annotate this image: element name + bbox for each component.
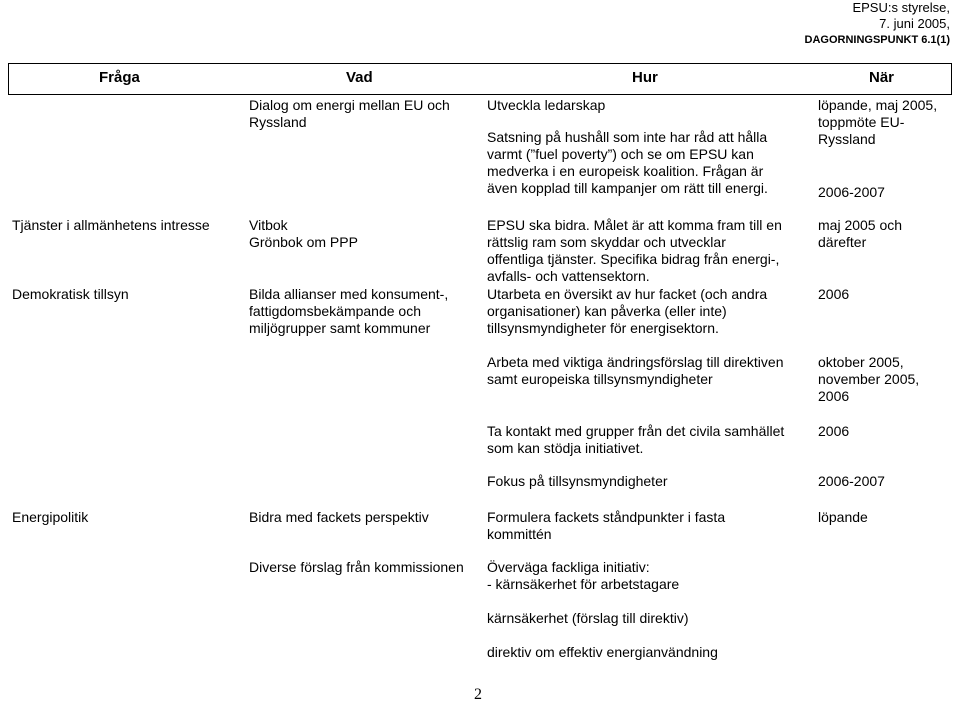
column-header-nar: När	[869, 69, 895, 86]
cell-hur-fokus: Fokus på tillsynsmyndigheter	[487, 473, 668, 489]
cell-vad-vitbok: Vitbok	[249, 217, 288, 233]
cell-fraga-energipolitik: Energipolitik	[12, 509, 89, 525]
table-header-bottom-rule	[8, 94, 952, 95]
column-header-vad: Vad	[346, 69, 373, 86]
header-line-3: DAGORNINGSPUNKT 6.1(1)	[804, 34, 950, 46]
page-number: 2	[474, 686, 482, 703]
cell-nar-2006-a: 2006	[818, 286, 850, 302]
cell-hur-formulera: Formulera fackets ståndpunkter i fasta kommittén	[487, 509, 726, 542]
cell-nar-lopande-maj: löpande, maj 2005, toppmöte EU-Ryssland	[818, 97, 938, 147]
cell-hur-satsning: Satsning på hushåll som inte har råd att hålla varmt (”fuel poverty”) och se om EPSU kan medverka i en europeisk koalition. Frågan är även kopplad till kampanjer om rätt till energi.	[487, 129, 768, 196]
meeting-header	[805, 0, 950, 48]
cell-nar-2006-2007-a: 2006-2007	[818, 184, 885, 200]
table-top-rule	[8, 63, 952, 64]
cell-vad-bidra: Bidra med fackets perspektiv	[249, 509, 429, 525]
header-line-1: EPSU:s styrelse,	[852, 0, 950, 15]
column-header-fraga: Fråga	[99, 69, 140, 86]
cell-vad-gronbok: Grönbok om PPP	[249, 234, 358, 250]
cell-hur-overvaga: Överväga fackliga initiativ:	[487, 559, 650, 575]
cell-hur-ledarskap: Utveckla ledarskap	[487, 97, 606, 113]
cell-vad-allianser: Bilda allianser med konsument-, fattigdomsbekämpande och miljögrupper samt kommuner	[249, 286, 449, 336]
cell-hur-epsu-bidra: EPSU ska bidra. Målet är att komma fram till en rättslig ram som skyddar och utvecklar offentliga tjänster. Specifika bidrag från energi-, avfalls- och vattensektorn.	[487, 217, 782, 284]
cell-nar-2006-2007-b: 2006-2007	[818, 473, 885, 489]
cell-nar-lopande: löpande	[818, 509, 868, 525]
cell-hur-andringsforslag: Arbeta med viktiga ändringsförslag till direktiven samt europeiska tillsynsmyndigheter	[487, 354, 784, 387]
cell-hur-oversikt: Utarbeta en översikt av hur facket (och andra organisationer) kan påverka (eller inte) tillsynsmyndigheter för energisektorn.	[487, 286, 768, 336]
cell-fraga-demokratisk: Demokratisk tillsyn	[12, 286, 129, 302]
cell-nar-2006-b: 2006	[818, 423, 850, 439]
table-right-rule	[951, 64, 952, 95]
cell-hur-karnsakerhet-direktiv: kärnsäkerhet (förslag till direktiv)	[487, 610, 689, 626]
cell-nar-oktober: oktober 2005, november 2005, 2006	[818, 354, 920, 404]
column-header-hur: Hur	[632, 69, 658, 86]
cell-hur-kontakt: Ta kontakt med grupper från det civila samhället som kan stödja initiativet.	[487, 423, 785, 456]
cell-hur-direktiv: direktiv om effektiv energianvändning	[487, 644, 718, 660]
cell-hur-karnsakerhet-arbetstagare: - kärnsäkerhet för arbetstagare	[487, 576, 680, 592]
cell-vad-dialog: Dialog om energi mellan EU och Ryssland	[249, 97, 450, 130]
table-left-rule	[8, 64, 9, 95]
header-line-2: 7. juni 2005,	[879, 16, 950, 31]
cell-fraga-tjanster: Tjänster i allmänhetens intresse	[12, 217, 210, 233]
cell-vad-diverse: Diverse förslag från kommissionen	[249, 559, 464, 575]
cell-nar-maj-darefter: maj 2005 och därefter	[818, 217, 903, 250]
